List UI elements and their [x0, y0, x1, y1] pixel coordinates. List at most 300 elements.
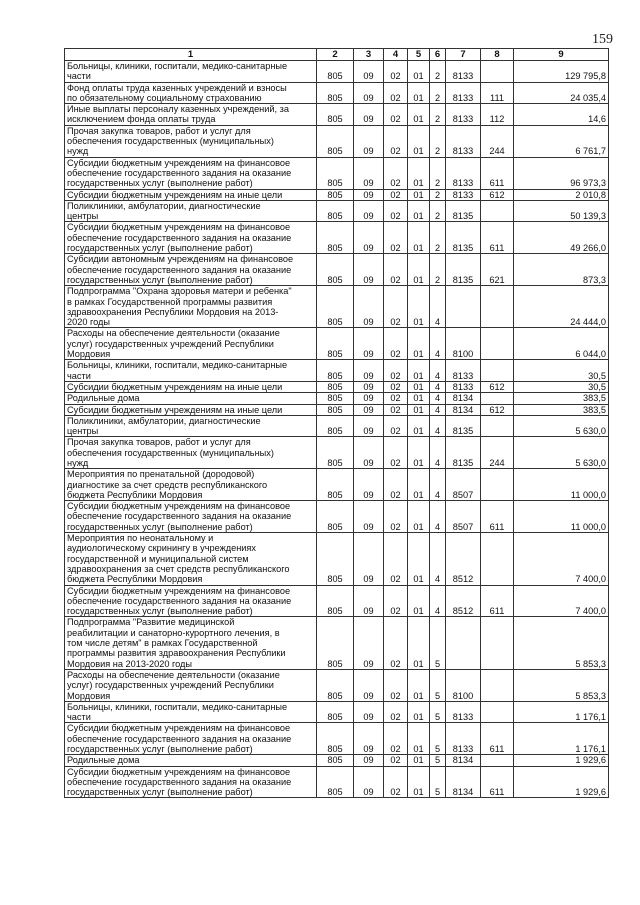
cell-subsection: 02: [384, 189, 408, 200]
cell-name-line: Расходы на обеспечение деятельности (оказание: [67, 669, 280, 680]
table-row: [65, 617, 609, 669]
cell-name-line: части: [67, 712, 91, 723]
table-row: [65, 189, 609, 200]
cell-name-line: обеспечения государственных (муниципальных): [67, 447, 274, 458]
cell-name: [65, 617, 317, 669]
cell-program: 01: [408, 501, 430, 533]
cell-program: 01: [408, 82, 430, 104]
cell-admin-code: 805: [317, 669, 354, 701]
cell-subprogram: 4: [430, 360, 446, 382]
cell-program: 01: [408, 437, 430, 469]
cell-subprogram: 2: [430, 222, 446, 254]
cell-name-line: государственных услуг (выполнение работ): [67, 606, 253, 617]
cell-section: 09: [354, 437, 384, 469]
cell-name-line: Расходы на обеспечение деятельности (оказание: [67, 328, 280, 339]
table-row: [65, 360, 609, 382]
cell-name-line: центры: [67, 211, 99, 222]
cell-name-line: Мероприятия по пренатальной (дородовой): [67, 469, 255, 480]
header-col-2: 2: [317, 49, 354, 61]
cell-section: 09: [354, 189, 384, 200]
cell-expense-type: [481, 755, 514, 766]
cell-section: 09: [354, 381, 384, 392]
cell-amount: 6 044,0: [514, 328, 609, 360]
cell-expense-type: 612: [481, 189, 514, 200]
cell-name-line: по обязательному социальному страхованию: [67, 92, 262, 103]
cell-admin-code: 805: [317, 437, 354, 469]
table-row: [65, 755, 609, 766]
cell-amount: 6 761,7: [514, 125, 609, 157]
cell-program: 01: [408, 125, 430, 157]
cell-target-article: 8135: [446, 222, 481, 254]
cell-name: [65, 157, 317, 189]
cell-name: [65, 585, 317, 617]
cell-expense-type: [481, 393, 514, 404]
cell-section: 09: [354, 585, 384, 617]
cell-target-article: 8100: [446, 328, 481, 360]
cell-target-article: 8135: [446, 437, 481, 469]
cell-name-line: государственных услуг (выполнение работ): [67, 243, 253, 254]
cell-expense-type: 612: [481, 404, 514, 415]
table-row: [65, 381, 609, 392]
table-row: [65, 286, 609, 328]
header-col-7: 7: [446, 49, 481, 61]
cell-program: 01: [408, 286, 430, 328]
cell-expense-type: [481, 328, 514, 360]
cell-subsection: 02: [384, 61, 408, 83]
cell-subsection: 02: [384, 393, 408, 404]
cell-subprogram: 5: [430, 766, 446, 798]
cell-name: [65, 723, 317, 755]
cell-amount: 49 266,0: [514, 222, 609, 254]
cell-subsection: 02: [384, 415, 408, 437]
cell-name: [65, 222, 317, 254]
cell-program: 01: [408, 415, 430, 437]
cell-admin-code: 805: [317, 501, 354, 533]
cell-expense-type: 611: [481, 766, 514, 798]
cell-name-line: Больницы, клиники, госпитали, медико-санитарные: [67, 61, 288, 71]
cell-admin-code: 805: [317, 125, 354, 157]
cell-subsection: 02: [384, 723, 408, 755]
cell-section: 09: [354, 200, 384, 222]
cell-name: [65, 286, 317, 328]
cell-target-article: 8100: [446, 669, 481, 701]
cell-admin-code: 805: [317, 393, 354, 404]
cell-name-line: части: [67, 71, 91, 82]
cell-name-line: здравоохранения за счет средств республиканского: [67, 563, 290, 574]
cell-subsection: 02: [384, 286, 408, 328]
cell-target-article: 8507: [446, 501, 481, 533]
cell-name-line: Иные выплаты персоналу казенных учреждений, за: [67, 104, 289, 115]
cell-subsection: 02: [384, 585, 408, 617]
cell-subprogram: 4: [430, 469, 446, 501]
table-row: [65, 254, 609, 286]
cell-name: [65, 404, 317, 415]
cell-expense-type: 244: [481, 437, 514, 469]
cell-subprogram: 4: [430, 533, 446, 585]
cell-amount: 5 630,0: [514, 437, 609, 469]
cell-amount: 383,5: [514, 393, 609, 404]
table-row: [65, 404, 609, 415]
cell-program: 01: [408, 189, 430, 200]
cell-target-article: [446, 286, 481, 328]
cell-target-article: 8133: [446, 723, 481, 755]
cell-admin-code: 805: [317, 189, 354, 200]
cell-subprogram: 4: [430, 286, 446, 328]
cell-name-line: том числе детям" в рамках Государственной: [67, 638, 258, 649]
cell-name: [65, 381, 317, 392]
cell-target-article: 8512: [446, 585, 481, 617]
cell-admin-code: 805: [317, 533, 354, 585]
cell-amount: 50 139,3: [514, 200, 609, 222]
cell-program: 01: [408, 222, 430, 254]
cell-subprogram: 2: [430, 82, 446, 104]
cell-subprogram: 4: [430, 393, 446, 404]
cell-amount: 14,6: [514, 104, 609, 126]
cell-amount: 11 000,0: [514, 501, 609, 533]
cell-section: 09: [354, 501, 384, 533]
cell-section: 09: [354, 617, 384, 669]
cell-subprogram: 2: [430, 125, 446, 157]
cell-name-line: части: [67, 370, 91, 381]
cell-subsection: 02: [384, 104, 408, 126]
cell-target-article: 8135: [446, 415, 481, 437]
cell-expense-type: 611: [481, 723, 514, 755]
cell-subsection: 02: [384, 200, 408, 222]
cell-target-article: 8133: [446, 381, 481, 392]
cell-program: 01: [408, 61, 430, 83]
cell-section: 09: [354, 533, 384, 585]
cell-name-line: Субсидии бюджетным учреждениям на финансовое: [67, 157, 291, 168]
header-col-4: 4: [384, 49, 408, 61]
cell-name-line: обеспечение государственного задания на оказание: [67, 511, 292, 522]
cell-subsection: 02: [384, 125, 408, 157]
cell-name-line: Родильные дома: [67, 393, 140, 404]
cell-amount: 11 000,0: [514, 469, 609, 501]
cell-name-line: обеспечение государственного задания на оказание: [67, 733, 292, 744]
header-row: [65, 49, 609, 61]
header-col-9: 9: [514, 49, 609, 61]
cell-expense-type: [481, 200, 514, 222]
cell-name: [65, 533, 317, 585]
cell-admin-code: 805: [317, 617, 354, 669]
cell-name-line: 2020 годы: [67, 317, 111, 328]
cell-subsection: 02: [384, 669, 408, 701]
cell-target-article: 8133: [446, 61, 481, 83]
table-row: [65, 585, 609, 617]
cell-program: 01: [408, 723, 430, 755]
cell-name-line: Мордовия: [67, 349, 111, 360]
cell-name-line: Субсидии бюджетным учреждениям на иные цели: [67, 404, 283, 415]
cell-subprogram: 2: [430, 104, 446, 126]
cell-name-line: Подпрограмма "Развитие медицинской: [67, 617, 235, 628]
cell-name-line: обеспечение государственного задания на оказание: [67, 776, 292, 787]
cell-name-line: Субсидии бюджетным учреждениям на финансовое: [67, 501, 291, 512]
table-row: [65, 501, 609, 533]
cell-subsection: 02: [384, 157, 408, 189]
cell-program: 01: [408, 254, 430, 286]
cell-program: 01: [408, 617, 430, 669]
cell-admin-code: 805: [317, 222, 354, 254]
cell-name-line: Прочая закупка товаров, работ и услуг для: [67, 125, 251, 136]
cell-target-article: 8507: [446, 469, 481, 501]
cell-section: 09: [354, 415, 384, 437]
header-col-5: 5: [408, 49, 430, 61]
table-row: [65, 701, 609, 723]
cell-target-article: 8133: [446, 104, 481, 126]
cell-program: 01: [408, 701, 430, 723]
table-header: [65, 49, 609, 61]
cell-subsection: 02: [384, 254, 408, 286]
cell-expense-type: [481, 617, 514, 669]
cell-program: 01: [408, 469, 430, 501]
cell-name-line: диагностике за счет средств республиканского: [67, 479, 268, 490]
cell-name-line: бюджета Республики Мордовия: [67, 574, 203, 585]
cell-name: [65, 254, 317, 286]
cell-name-line: Субсидии бюджетным учреждениям на финансовое: [67, 723, 291, 734]
cell-admin-code: 805: [317, 469, 354, 501]
cell-program: 01: [408, 360, 430, 382]
cell-expense-type: 611: [481, 585, 514, 617]
cell-admin-code: 805: [317, 104, 354, 126]
cell-expense-type: [481, 669, 514, 701]
cell-expense-type: [481, 533, 514, 585]
cell-section: 09: [354, 61, 384, 83]
cell-program: 01: [408, 766, 430, 798]
cell-name: [65, 200, 317, 222]
cell-name-line: центры: [67, 426, 99, 437]
cell-target-article: 8133: [446, 701, 481, 723]
cell-name-line: государственных услуг (выполнение работ): [67, 274, 253, 285]
cell-amount: 24 444,0: [514, 286, 609, 328]
cell-target-article: 8133: [446, 360, 481, 382]
table-row: [65, 415, 609, 437]
cell-target-article: [446, 617, 481, 669]
cell-amount: 1 176,1: [514, 723, 609, 755]
cell-subsection: 02: [384, 469, 408, 501]
cell-name-line: государственной и муниципальной систем: [67, 553, 249, 564]
cell-section: 09: [354, 328, 384, 360]
cell-name: [65, 360, 317, 382]
cell-section: 09: [354, 755, 384, 766]
header-col-6: 6: [430, 49, 446, 61]
cell-target-article: 8133: [446, 189, 481, 200]
cell-expense-type: [481, 360, 514, 382]
cell-expense-type: 621: [481, 254, 514, 286]
cell-subprogram: 4: [430, 585, 446, 617]
cell-program: 01: [408, 381, 430, 392]
cell-program: 01: [408, 755, 430, 766]
cell-name: [65, 755, 317, 766]
cell-section: 09: [354, 669, 384, 701]
cell-name-line: Фонд оплаты труда казенных учреждений и взносы: [67, 82, 287, 93]
cell-subsection: 02: [384, 404, 408, 415]
cell-name-line: Прочая закупка товаров, работ и услуг для: [67, 437, 251, 448]
cell-amount: 5 853,3: [514, 669, 609, 701]
cell-name-line: реабилитации и санаторно-курортного лечения, в: [67, 627, 280, 638]
cell-name: [65, 125, 317, 157]
cell-admin-code: 805: [317, 61, 354, 83]
cell-name-line: Субсидии бюджетным учреждениям на иные цели: [67, 189, 283, 200]
table-row: [65, 82, 609, 104]
cell-subsection: 02: [384, 437, 408, 469]
cell-subprogram: 4: [430, 415, 446, 437]
cell-name: [65, 415, 317, 437]
cell-amount: 1 929,6: [514, 755, 609, 766]
cell-admin-code: 805: [317, 723, 354, 755]
table-row: [65, 61, 609, 83]
table-row: [65, 200, 609, 222]
cell-subsection: 02: [384, 82, 408, 104]
cell-name-line: обеспечение государственного задания на оказание: [67, 167, 292, 178]
cell-name-line: программы развития здравоохранения Республики: [67, 648, 286, 659]
table-row: [65, 437, 609, 469]
cell-subprogram: 2: [430, 254, 446, 286]
cell-name-line: государственных услуг (выполнение работ): [67, 744, 253, 754]
cell-name-line: Субсидии бюджетным учреждениям на финансовое: [67, 766, 291, 777]
cell-target-article: 8133: [446, 125, 481, 157]
cell-amount: 5 630,0: [514, 415, 609, 437]
cell-subprogram: 4: [430, 437, 446, 469]
cell-section: 09: [354, 104, 384, 126]
cell-name-line: Подпрограмма "Охрана здоровья матери и ребенка": [67, 286, 292, 297]
cell-name-line: здравоохранения Республики Мордовия на 2013-: [67, 306, 279, 317]
cell-name-line: Мордовия на 2013-2020 годы: [67, 658, 193, 669]
cell-expense-type: 611: [481, 157, 514, 189]
cell-name-line: исключением фонда оплаты труда: [67, 114, 216, 125]
cell-name-line: Родильные дома: [67, 755, 140, 766]
cell-amount: 30,5: [514, 360, 609, 382]
cell-admin-code: 805: [317, 200, 354, 222]
cell-target-article: 8512: [446, 533, 481, 585]
table-row: [65, 469, 609, 501]
cell-expense-type: [481, 61, 514, 83]
table-row: [65, 328, 609, 360]
cell-name: [65, 393, 317, 404]
cell-name-line: Субсидии бюджетным учреждениям на финансовое: [67, 222, 291, 233]
cell-admin-code: 805: [317, 381, 354, 392]
cell-section: 09: [354, 723, 384, 755]
cell-name-line: услуг) государственных учреждений Республики: [67, 338, 274, 349]
cell-subprogram: 5: [430, 755, 446, 766]
cell-admin-code: 805: [317, 254, 354, 286]
cell-program: 01: [408, 200, 430, 222]
cell-admin-code: 805: [317, 415, 354, 437]
cell-target-article: 8133: [446, 157, 481, 189]
cell-admin-code: 805: [317, 360, 354, 382]
cell-amount: 1 929,6: [514, 766, 609, 798]
cell-subsection: 02: [384, 222, 408, 254]
cell-name: [65, 61, 317, 83]
cell-subsection: 02: [384, 701, 408, 723]
cell-admin-code: 805: [317, 82, 354, 104]
cell-name-line: Субсидии автономным учреждениям на финансовое: [67, 254, 294, 265]
cell-name-line: государственных услуг (выполнение работ): [67, 787, 253, 798]
cell-program: 01: [408, 404, 430, 415]
cell-amount: 7 400,0: [514, 533, 609, 585]
table-row: [65, 393, 609, 404]
cell-target-article: 8135: [446, 200, 481, 222]
cell-section: 09: [354, 254, 384, 286]
cell-section: 09: [354, 404, 384, 415]
cell-program: 01: [408, 157, 430, 189]
cell-name: [65, 701, 317, 723]
cell-name: [65, 104, 317, 126]
cell-name-line: услуг) государственных учреждений Республики: [67, 680, 274, 691]
cell-program: 01: [408, 328, 430, 360]
cell-subsection: 02: [384, 533, 408, 585]
cell-amount: 383,5: [514, 404, 609, 415]
cell-subsection: 02: [384, 360, 408, 382]
cell-program: 01: [408, 393, 430, 404]
cell-section: 09: [354, 286, 384, 328]
cell-name-line: Поликлиники, амбулатории, диагностические: [67, 200, 261, 211]
cell-name-line: Субсидии бюджетным учреждениям на финансовое: [67, 585, 291, 596]
cell-section: 09: [354, 125, 384, 157]
cell-name: [65, 469, 317, 501]
cell-admin-code: 805: [317, 701, 354, 723]
cell-program: 01: [408, 104, 430, 126]
cell-name: [65, 189, 317, 200]
cell-name-line: в рамках Государственной программы развития: [67, 296, 273, 307]
cell-amount: 1 176,1: [514, 701, 609, 723]
cell-name-line: обеспечение государственного задания на оказание: [67, 232, 292, 243]
cell-expense-type: [481, 286, 514, 328]
cell-amount: 2 010,8: [514, 189, 609, 200]
cell-name-line: обеспечение государственного задания на оказание: [67, 264, 292, 275]
cell-name-line: нужд: [67, 457, 89, 468]
table-row: [65, 766, 609, 798]
cell-name-line: Мордовия: [67, 690, 111, 701]
cell-expense-type: [481, 701, 514, 723]
cell-program: 01: [408, 669, 430, 701]
cell-section: 09: [354, 157, 384, 189]
cell-name-line: Поликлиники, амбулатории, диагностические: [67, 415, 261, 426]
cell-name: [65, 501, 317, 533]
cell-target-article: 8134: [446, 404, 481, 415]
cell-expense-type: 611: [481, 501, 514, 533]
cell-name: [65, 669, 317, 701]
cell-amount: 30,5: [514, 381, 609, 392]
cell-target-article: 8134: [446, 755, 481, 766]
cell-admin-code: 805: [317, 404, 354, 415]
cell-amount: 873,3: [514, 254, 609, 286]
page-number: 159: [592, 32, 613, 47]
cell-subsection: 02: [384, 501, 408, 533]
header-col-8: 8: [481, 49, 514, 61]
cell-amount: 96 973,3: [514, 157, 609, 189]
cell-section: 09: [354, 82, 384, 104]
cell-name-line: обеспечения государственных (муниципальных): [67, 136, 274, 147]
cell-name-line: обеспечение государственного задания на оказание: [67, 595, 292, 606]
cell-target-article: 8133: [446, 82, 481, 104]
cell-admin-code: 805: [317, 766, 354, 798]
cell-subsection: 02: [384, 617, 408, 669]
table-row: [65, 669, 609, 701]
cell-expense-type: [481, 469, 514, 501]
cell-expense-type: 111: [481, 82, 514, 104]
cell-name-line: аудиологическому скринингу в учреждениях: [67, 543, 256, 554]
cell-program: 01: [408, 533, 430, 585]
cell-admin-code: 805: [317, 157, 354, 189]
cell-target-article: 8134: [446, 393, 481, 404]
cell-section: 09: [354, 222, 384, 254]
cell-target-article: 8135: [446, 254, 481, 286]
table-row: [65, 125, 609, 157]
table-row: [65, 222, 609, 254]
budget-table: [64, 48, 609, 798]
cell-subprogram: 4: [430, 328, 446, 360]
cell-section: 09: [354, 360, 384, 382]
